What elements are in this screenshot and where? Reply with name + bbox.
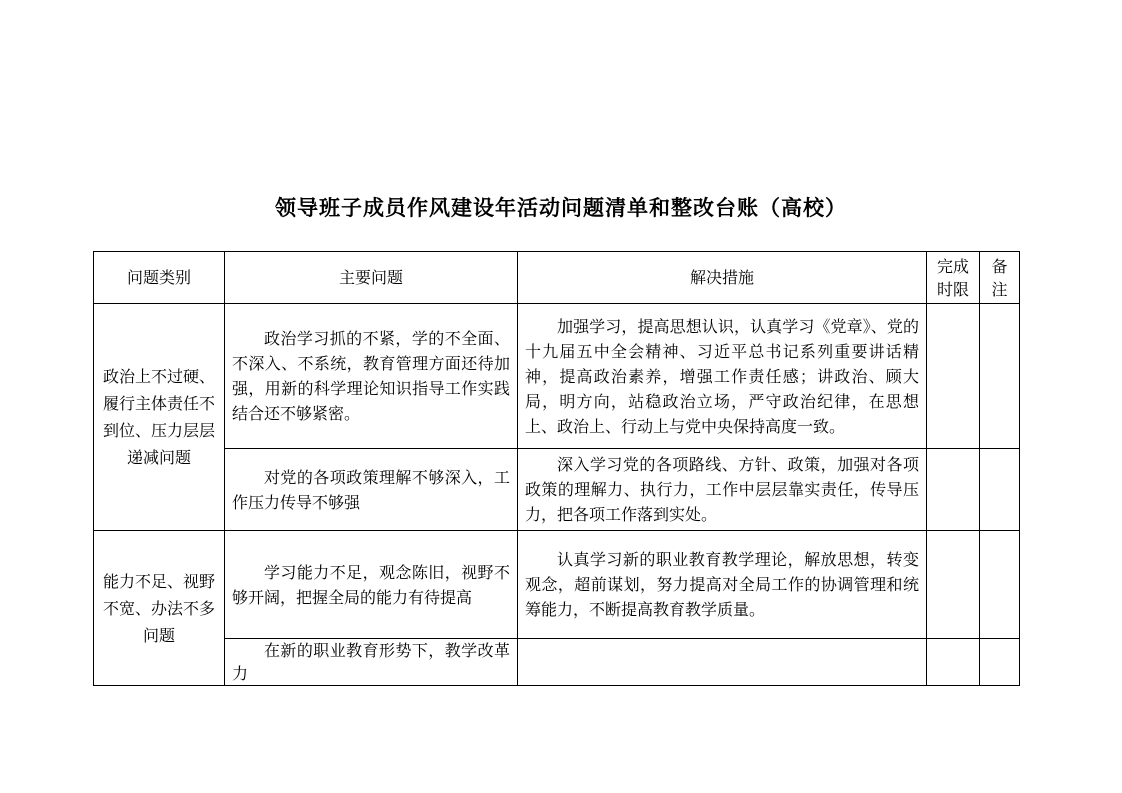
note-cell	[980, 304, 1020, 449]
table-row	[94, 531, 1020, 639]
deadline-cell	[927, 531, 980, 639]
col-header-completion-deadline: 完成时限	[927, 252, 980, 304]
table-row-partial	[94, 639, 1020, 686]
table-header-row	[94, 252, 1020, 304]
deadline-cell	[927, 304, 980, 449]
table-row	[94, 304, 1020, 449]
problem-cell: 学习能力不足，观念陈旧，视野不够开阔，把握全局的能力有待提高	[225, 531, 518, 639]
category-cell-political: 政治上不过硬、履行主体责任不到位、压力层层递减问题	[94, 304, 225, 531]
table-row	[94, 449, 1020, 531]
col-header-remarks: 备注	[980, 252, 1020, 304]
deadline-cell	[927, 449, 980, 531]
problem-rectification-table	[93, 251, 1020, 686]
measure-cell	[518, 639, 927, 686]
problem-cell: 政治学习抓的不紧，学的不全面、不深入、不系统，教育管理方面还待加强，用新的科学理论知识指导工作实践结合还不够紧密。	[225, 304, 518, 449]
measure-cell: 加强学习，提高思想认识，认真学习《党章》、党的十九届五中全会精神、习近平总书记系列重要讲话精神，提高政治素养，增强工作责任感；讲政治、顾大局，明方向，站稳政治立场，严守政治纪律，在思想上、政治上、行动上与党中央保持高度一致。	[518, 304, 927, 449]
problem-cell: 在新的职业教育形势下，教学改革力	[225, 639, 518, 686]
measure-cell: 深入学习党的各项路线、方针、政策，加强对各项政策的理解力、执行力，工作中层层靠实责任，传导压力，把各项工作落到实处。	[518, 449, 927, 531]
document-title: 领导班子成员作风建设年活动问题清单和整改台账（高校）	[275, 195, 847, 220]
col-header-problem-category: 问题类别	[94, 252, 225, 304]
deadline-cell	[927, 639, 980, 686]
note-cell	[980, 531, 1020, 639]
category-cell-capability: 能力不足、视野不宽、办法不多问题	[94, 531, 225, 686]
col-header-main-problem: 主要问题	[225, 252, 518, 304]
note-cell	[980, 639, 1020, 686]
col-header-solution-measure: 解决措施	[518, 252, 927, 304]
measure-cell: 认真学习新的职业教育教学理论，解放思想，转变观念，超前谋划，努力提高对全局工作的协调管理和统筹能力，不断提高教育教学质量。	[518, 531, 927, 639]
problem-cell: 对党的各项政策理解不够深入，工作压力传导不够强	[225, 449, 518, 531]
note-cell	[980, 449, 1020, 531]
